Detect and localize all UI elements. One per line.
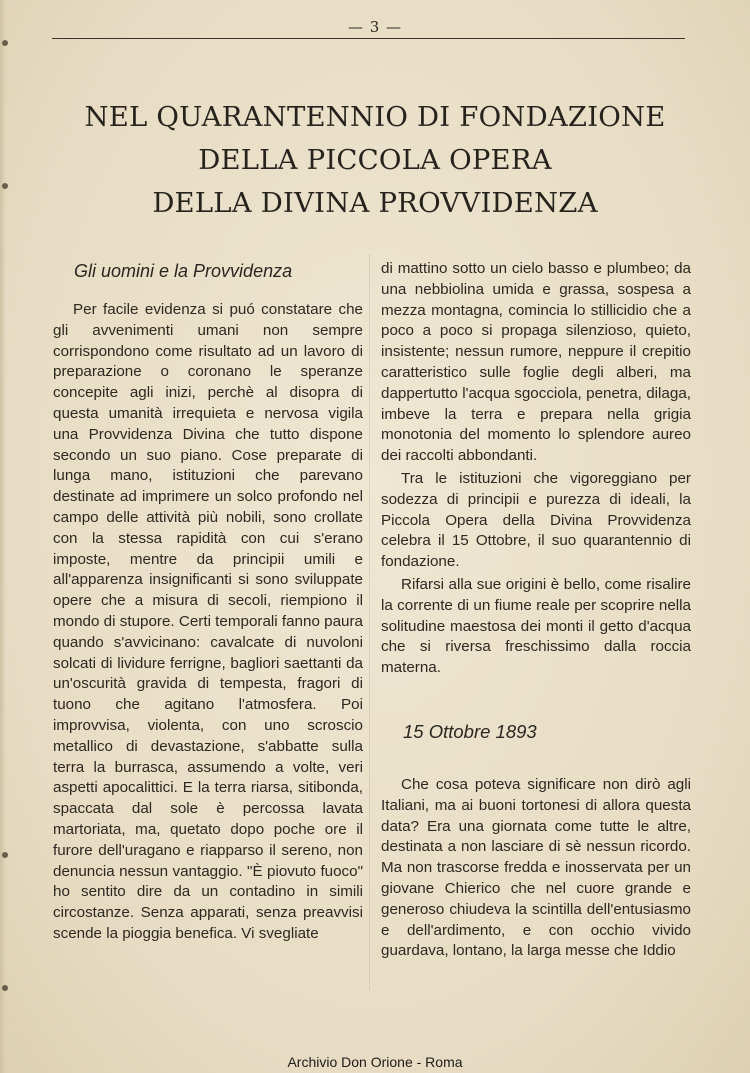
header-rule bbox=[52, 38, 685, 39]
binding-hole bbox=[2, 852, 8, 858]
title-line-2: DELLA PICCOLA OPERA bbox=[198, 144, 552, 176]
title-line-1: NEL QUARANTENNIO DI FONDAZIONE bbox=[84, 101, 666, 133]
page-binding-edge bbox=[0, 0, 6, 1073]
right-column-lower bbox=[381, 775, 691, 962]
paragraph-data: Che cosa poteva significare non dirò agli Italiani, ma ai buoni tortonesi di allora questa data? Era una giornata come tutte le altre, destinata a non lasciare di sè nessun ricordo. Ma non trascorse fredda e inosservata per un giovane Chierico che nel cuore grande e generoso chiudeva la scintilla dell'entusiasmo e dell'ardimento, e con occhio vivido guardava, lontano, la larga messe che Iddio bbox=[381, 776, 691, 960]
binding-hole bbox=[2, 183, 8, 189]
page-number: — 3 — bbox=[347, 18, 403, 36]
section-heading-date: 15 Ottobre 1893 bbox=[403, 721, 537, 742]
title-line-3: DELLA DIVINA PROVVIDENZA bbox=[152, 187, 598, 219]
column-divider bbox=[369, 255, 370, 990]
paragraph-mattino: di mattino sotto un cielo basso e plumbeo; da una nebbiolina umida e grassa, sospesa a mezza montagna, comincia lo stillicidio che a poco a poco si propaga silenzioso, quieto, insistente; nessun rumore, neppure il crepitio caratteristico sulle foglie degli alberi, ma dappertutto l'acqua sgocciola, penetra, dilaga, imbeve la terra e prepara nella grigia monotonia del momento lo splendore aureo dei raccolti abbondanti. bbox=[381, 260, 691, 465]
paragraph-istituzioni: Tra le istituzioni che vigoreggiano per sodezza di principii e purezza di ideali, la Piccola Opera della Divina Provvidenza celebra il 15 Ottobre, il suo quarantennio di fondazione. bbox=[381, 469, 691, 571]
paragraph-origini: Rifarsi alla sue origini è bello, come risalire la corrente di un fiume reale per scoprire nella solitudine maestosa dei monti il getto d'acqua che si riversa freschissimo dalla roccia materna. bbox=[381, 575, 691, 677]
article-title bbox=[40, 96, 710, 225]
binding-hole bbox=[2, 40, 8, 46]
left-column bbox=[53, 300, 363, 945]
binding-hole bbox=[2, 985, 8, 991]
archive-footer: Archivio Don Orione - Roma bbox=[287, 1054, 463, 1070]
section-heading-uomini: Gli uomini e la Provvidenza bbox=[74, 261, 293, 281]
right-column bbox=[381, 259, 691, 679]
paragraph-evidenza: Per facile evidenza si puó constatare che gli avvenimenti umani non sempre corrispondono come risultato ad un lavoro di preparazione o coronano le speranze concepite agli inizi, perchè al disopra di questa umanità irrequieta e nervosa vigila una Provvidenza Divina che tutto dispone secondo un suo piano. Cose preparate di lunga mano, istituzioni che parevano destinate ad imprimere un solco profondo nel campo delle attività più nobili, sono crollate con la stessa rapidità con cui s'erano imposte, mentre da principii umili e all'apparenza insignificanti si sono sviluppate opere che a misura di secoli, riempiono il mondo di stupore. Certi temporali fanno paura quando s'avvicinano: cavalcate di nuvoloni solcati di lividure ferrigne, bagliori saettanti da un'oscurità gravida di tempesta, fragori di tuono che agitano l'atmosfera. Poi improvvisa, violenta, con uno scroscio metallico di devastazione, s'abbatte sulla terra la burrasca, assumendo a volte, veri aspetti apocalittici. E la terra riarsa, sitibonda, spaccata dal sole è percossa lavata martoriata, ma, quetato dopo poche ore il furore dell'uragano e riapparso il sereno, non denuncia nessun vantaggio. "È piovuto fuoco" ho sentito dire da un contadino in simili circostanze. Senza apparati, senza preavvisi scende la pioggia benefica. Vi svegliate bbox=[53, 301, 363, 942]
